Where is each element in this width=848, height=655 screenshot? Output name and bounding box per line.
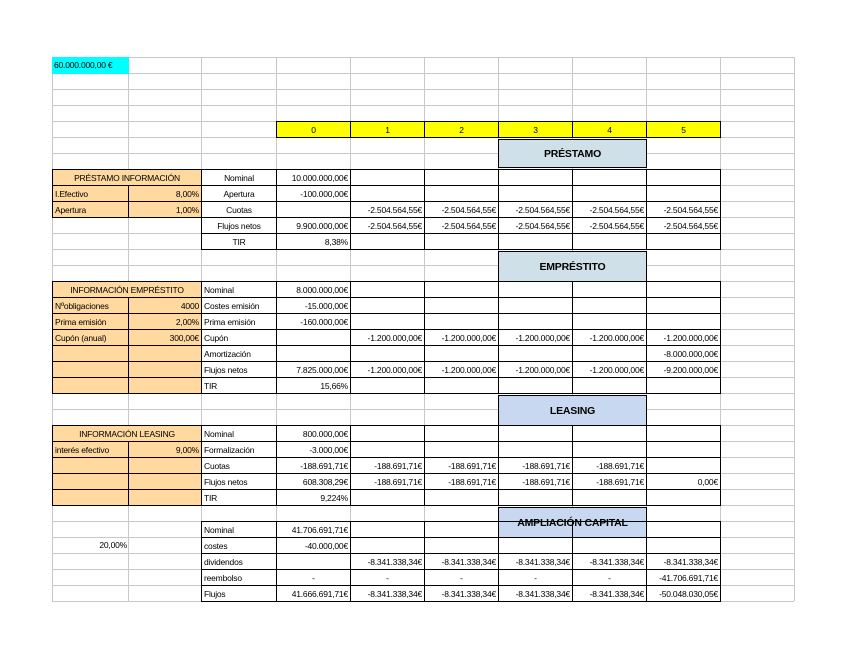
emprestito-value-cell [350, 313, 425, 330]
emprestito-value-cell: -1.200.000,00€ [498, 361, 573, 378]
year-header-1: 1 [350, 121, 425, 138]
emprestito-value-cell [498, 345, 573, 362]
emprestito-row-label: Nominal [201, 281, 277, 298]
prestamo-value-cell [350, 185, 425, 202]
emprestito-value-cell: 15,66% [276, 377, 351, 394]
ampliacion-value-cell [350, 521, 425, 538]
emprestito-value-cell [498, 297, 573, 314]
prestamo-value-cell [572, 233, 647, 250]
ampliacion-value-cell: 41.706.691,71€ [276, 521, 351, 538]
ampliacion-value-cell: -8.341.338,34€ [350, 553, 425, 570]
emprestito-info-empty [128, 361, 202, 378]
prestamo-value-cell [276, 201, 351, 218]
ampliacion-row-label: costes [201, 537, 277, 554]
emprestito-value-cell [276, 345, 351, 362]
emprestito-info-value: 4000 [128, 297, 202, 314]
emprestito-value-cell [424, 297, 499, 314]
prestamo-row-label: TIR [201, 233, 277, 250]
prestamo-value-cell: 10.000.000,00€ [276, 169, 351, 186]
ampliacion-side-value: 20,00% [99, 540, 127, 550]
leasing-info-label: interés efectivo [52, 441, 129, 458]
year-header-5: 5 [646, 121, 721, 138]
leasing-row-label: Flujos netos [201, 473, 277, 490]
emprestito-row-label: Costes emisión [201, 297, 277, 314]
prestamo-info-empty [52, 233, 129, 250]
leasing-row-label: Nominal [201, 425, 277, 442]
emprestito-value-cell [572, 345, 647, 362]
leasing-value-cell: -188.691,71€ [350, 457, 425, 474]
prestamo-value-cell [424, 233, 499, 250]
ampliacion-row-label: reembolso [201, 569, 277, 586]
leasing-value-cell [646, 425, 721, 442]
emprestito-info-empty [128, 345, 202, 362]
emprestito-value-cell [572, 297, 647, 314]
leasing-info-value: 9,00% [128, 441, 202, 458]
ampliacion-value-cell: -8.341.338,34€ [572, 553, 647, 570]
emprestito-value-cell: -9.200.000,00€ [646, 361, 721, 378]
prestamo-value-cell [572, 185, 647, 202]
leasing-value-cell [572, 425, 647, 442]
year-header-3: 3 [498, 121, 573, 138]
leasing-value-cell [350, 425, 425, 442]
ampliacion-value-cell: - [424, 569, 499, 586]
prestamo-row-label: Cuotas [201, 201, 277, 218]
leasing-value-cell [498, 425, 573, 442]
prestamo-value-cell [350, 233, 425, 250]
leasing-info-empty [52, 473, 129, 490]
leasing-value-cell [572, 489, 647, 506]
prestamo-value-cell: 9.900.000,00€ [276, 217, 351, 234]
gridline-h [52, 409, 794, 410]
leasing-value-cell [498, 489, 573, 506]
prestamo-value-cell [498, 185, 573, 202]
emprestito-info-label: Nºobligaciones [52, 297, 129, 314]
ampliacion-value-cell [424, 537, 499, 554]
emprestito-value-cell: 7.825.000,00€ [276, 361, 351, 378]
prestamo-info-value: 8,00% [128, 185, 202, 202]
gridline-h [52, 105, 794, 106]
prestamo-info-value: 1,00% [128, 201, 202, 218]
ampliacion-value-cell [646, 537, 721, 554]
prestamo-value-cell: -2.504.564,55€ [646, 217, 721, 234]
emprestito-value-cell [646, 281, 721, 298]
leasing-value-cell: -188.691,71€ [498, 473, 573, 490]
emprestito-value-cell [350, 345, 425, 362]
emprestito-value-cell: -1.200.000,00€ [350, 361, 425, 378]
year-header-4: 4 [572, 121, 647, 138]
emprestito-value-cell: -160.000,00€ [276, 313, 351, 330]
emprestito-value-cell [424, 281, 499, 298]
emprestito-value-cell [424, 345, 499, 362]
prestamo-value-cell [646, 185, 721, 202]
emprestito-value-cell: -1.200.000,00€ [646, 329, 721, 346]
emprestito-value-cell: -1.200.000,00€ [424, 329, 499, 346]
emprestito-value-cell [646, 377, 721, 394]
ampliacion-value-cell: -40.000,00€ [276, 537, 351, 554]
leasing-value-cell: 800.000,00€ [276, 425, 351, 442]
prestamo-info-label: I.Efectivo [52, 185, 129, 202]
leasing-info-empty [128, 489, 202, 506]
ampliacion-value-cell: - [350, 569, 425, 586]
emprestito-value-cell [350, 377, 425, 394]
emprestito-section-title: EMPRÉSTITO [498, 251, 647, 282]
emprestito-value-cell: -1.200.000,00€ [572, 361, 647, 378]
leasing-value-cell: -188.691,71€ [424, 473, 499, 490]
emprestito-info-value: 2,00% [128, 313, 202, 330]
leasing-value-cell [646, 489, 721, 506]
emprestito-info-empty [52, 377, 129, 394]
ampliacion-value-cell: -41.706.691,71€ [646, 569, 721, 586]
ampliacion-value-cell: - [498, 569, 573, 586]
leasing-value-cell: 608.308,29€ [276, 473, 351, 490]
emprestito-info-label: Prima emisión [52, 313, 129, 330]
ampliacion-value-cell: -50.048.030,05€ [646, 585, 721, 602]
leasing-info-title: INFORMACIÓN LEASING [52, 425, 202, 442]
ampliacion-value-cell: -8.341.338,34€ [498, 553, 573, 570]
emprestito-value-cell [498, 313, 573, 330]
leasing-row-label: Cuotas [201, 457, 277, 474]
prestamo-value-cell [646, 169, 721, 186]
prestamo-value-cell [498, 233, 573, 250]
leasing-row-label: Formalización [201, 441, 277, 458]
emprestito-row-label: Amortización [201, 345, 277, 362]
ampliacion-value-cell: -8.341.338,34€ [646, 553, 721, 570]
gridline-v [794, 57, 795, 601]
prestamo-info-title: PRÉSTAMO INFORMACIÓN [52, 169, 202, 186]
prestamo-value-cell [424, 185, 499, 202]
emprestito-value-cell [646, 313, 721, 330]
prestamo-value-cell: 8,38% [276, 233, 351, 250]
prestamo-value-cell [572, 169, 647, 186]
leasing-value-cell [424, 425, 499, 442]
leasing-value-cell [424, 441, 499, 458]
emprestito-value-cell [350, 297, 425, 314]
ampliacion-section-title: AMPLIACIÓN CAPITAL [498, 507, 647, 538]
leasing-value-cell [350, 489, 425, 506]
emprestito-row-label: Flujos netos [201, 361, 277, 378]
ampliacion-value-cell [572, 537, 647, 554]
prestamo-value-cell: -2.504.564,55€ [424, 217, 499, 234]
leasing-value-cell: 0,00€ [646, 473, 721, 490]
emprestito-info-empty [52, 345, 129, 362]
prestamo-value-cell: -2.504.564,55€ [572, 201, 647, 218]
ampliacion-value-cell [276, 553, 351, 570]
ampliacion-value-cell [498, 537, 573, 554]
prestamo-value-cell: -2.504.564,55€ [350, 217, 425, 234]
emprestito-value-cell [498, 377, 573, 394]
emprestito-value-cell [424, 377, 499, 394]
emprestito-value-cell [572, 377, 647, 394]
ampliacion-value-cell: -8.341.338,34€ [572, 585, 647, 602]
prestamo-value-cell [424, 169, 499, 186]
leasing-value-cell: 9,224% [276, 489, 351, 506]
prestamo-info-label: Apertura [52, 201, 129, 218]
leasing-value-cell: -188.691,71€ [498, 457, 573, 474]
ampliacion-value-cell: -8.341.338,34€ [424, 553, 499, 570]
prestamo-row-label: Apertura [201, 185, 277, 202]
ampliacion-value-cell [498, 521, 573, 538]
ampliacion-value-cell [572, 521, 647, 538]
leasing-value-cell: -188.691,71€ [424, 457, 499, 474]
emprestito-row-label: Cupón [201, 329, 277, 346]
leasing-info-empty [52, 457, 129, 474]
top-value-cell: 60.000.000,00 € [52, 57, 129, 74]
emprestito-info-empty [52, 361, 129, 378]
prestamo-row-label: Nominal [201, 169, 277, 186]
leasing-info-empty [52, 489, 129, 506]
emprestito-row-label: Prima emisión [201, 313, 277, 330]
gridline-h [52, 265, 794, 266]
gridline-h [52, 57, 794, 58]
emprestito-value-cell: 8.000.000,00€ [276, 281, 351, 298]
leasing-value-cell [350, 441, 425, 458]
emprestito-value-cell: -15.000,00€ [276, 297, 351, 314]
emprestito-info-value: 300,00€ [128, 329, 202, 346]
prestamo-value-cell [350, 169, 425, 186]
ampliacion-value-cell: -8.341.338,34€ [424, 585, 499, 602]
leasing-info-empty [128, 457, 202, 474]
leasing-value-cell: -188.691,71€ [276, 457, 351, 474]
prestamo-value-cell: -2.504.564,55€ [572, 217, 647, 234]
emprestito-info-empty [128, 377, 202, 394]
emprestito-value-cell [646, 297, 721, 314]
ampliacion-row-label: Nominal [201, 521, 277, 538]
leasing-value-cell [646, 441, 721, 458]
prestamo-section-title: PRÉSTAMO [498, 139, 647, 168]
emprestito-value-cell [424, 313, 499, 330]
leasing-value-cell [646, 457, 721, 474]
prestamo-value-cell: -100.000,00€ [276, 185, 351, 202]
emprestito-info-title: INFORMACIÓN EMPRÉSTITO [52, 281, 202, 298]
ampliacion-row-label: Flujos [201, 585, 277, 602]
ampliacion-value-cell: -8.341.338,34€ [350, 585, 425, 602]
emprestito-value-cell: -1.200.000,00€ [424, 361, 499, 378]
ampliacion-row-label: dividendos [201, 553, 277, 570]
emprestito-value-cell: -1.200.000,00€ [350, 329, 425, 346]
leasing-value-cell: -188.691,71€ [350, 473, 425, 490]
leasing-value-cell [572, 441, 647, 458]
ampliacion-value-cell: -8.341.338,34€ [498, 585, 573, 602]
prestamo-value-cell: -2.504.564,55€ [424, 201, 499, 218]
gridline-h [52, 89, 794, 90]
prestamo-value-cell: -2.504.564,55€ [498, 217, 573, 234]
prestamo-value-cell: -2.504.564,55€ [498, 201, 573, 218]
emprestito-value-cell: -8.000.000,00€ [646, 345, 721, 362]
prestamo-value-cell [498, 169, 573, 186]
emprestito-info-label: Cupón (anual) [52, 329, 129, 346]
emprestito-value-cell: -1.200.000,00€ [572, 329, 647, 346]
year-header-0: 0 [276, 121, 351, 138]
prestamo-value-cell [646, 233, 721, 250]
emprestito-value-cell [276, 329, 351, 346]
leasing-value-cell: -188.691,71€ [572, 473, 647, 490]
prestamo-info-empty [52, 217, 129, 234]
leasing-value-cell [424, 489, 499, 506]
ampliacion-value-cell [646, 521, 721, 538]
gridline-h [52, 153, 794, 154]
ampliacion-value-cell: 41.666.691,71€ [276, 585, 351, 602]
prestamo-value-cell: -2.504.564,55€ [646, 201, 721, 218]
gridline-h [52, 73, 794, 74]
leasing-value-cell: -188.691,71€ [572, 457, 647, 474]
emprestito-value-cell [350, 281, 425, 298]
leasing-info-empty [128, 473, 202, 490]
emprestito-value-cell: -1.200.000,00€ [498, 329, 573, 346]
leasing-row-label: TIR [201, 489, 277, 506]
ampliacion-value-cell: - [276, 569, 351, 586]
ampliacion-value-cell [424, 521, 499, 538]
prestamo-value-cell: -2.504.564,55€ [350, 201, 425, 218]
emprestito-value-cell [498, 281, 573, 298]
ampliacion-value-cell [350, 537, 425, 554]
emprestito-row-label: TIR [201, 377, 277, 394]
leasing-value-cell [498, 441, 573, 458]
ampliacion-value-cell: - [572, 569, 647, 586]
prestamo-row-label: Flujos netos [201, 217, 277, 234]
leasing-value-cell: -3.000,00€ [276, 441, 351, 458]
emprestito-value-cell [572, 313, 647, 330]
emprestito-value-cell [572, 281, 647, 298]
leasing-section-title: LEASING [498, 395, 647, 426]
year-header-2: 2 [424, 121, 499, 138]
